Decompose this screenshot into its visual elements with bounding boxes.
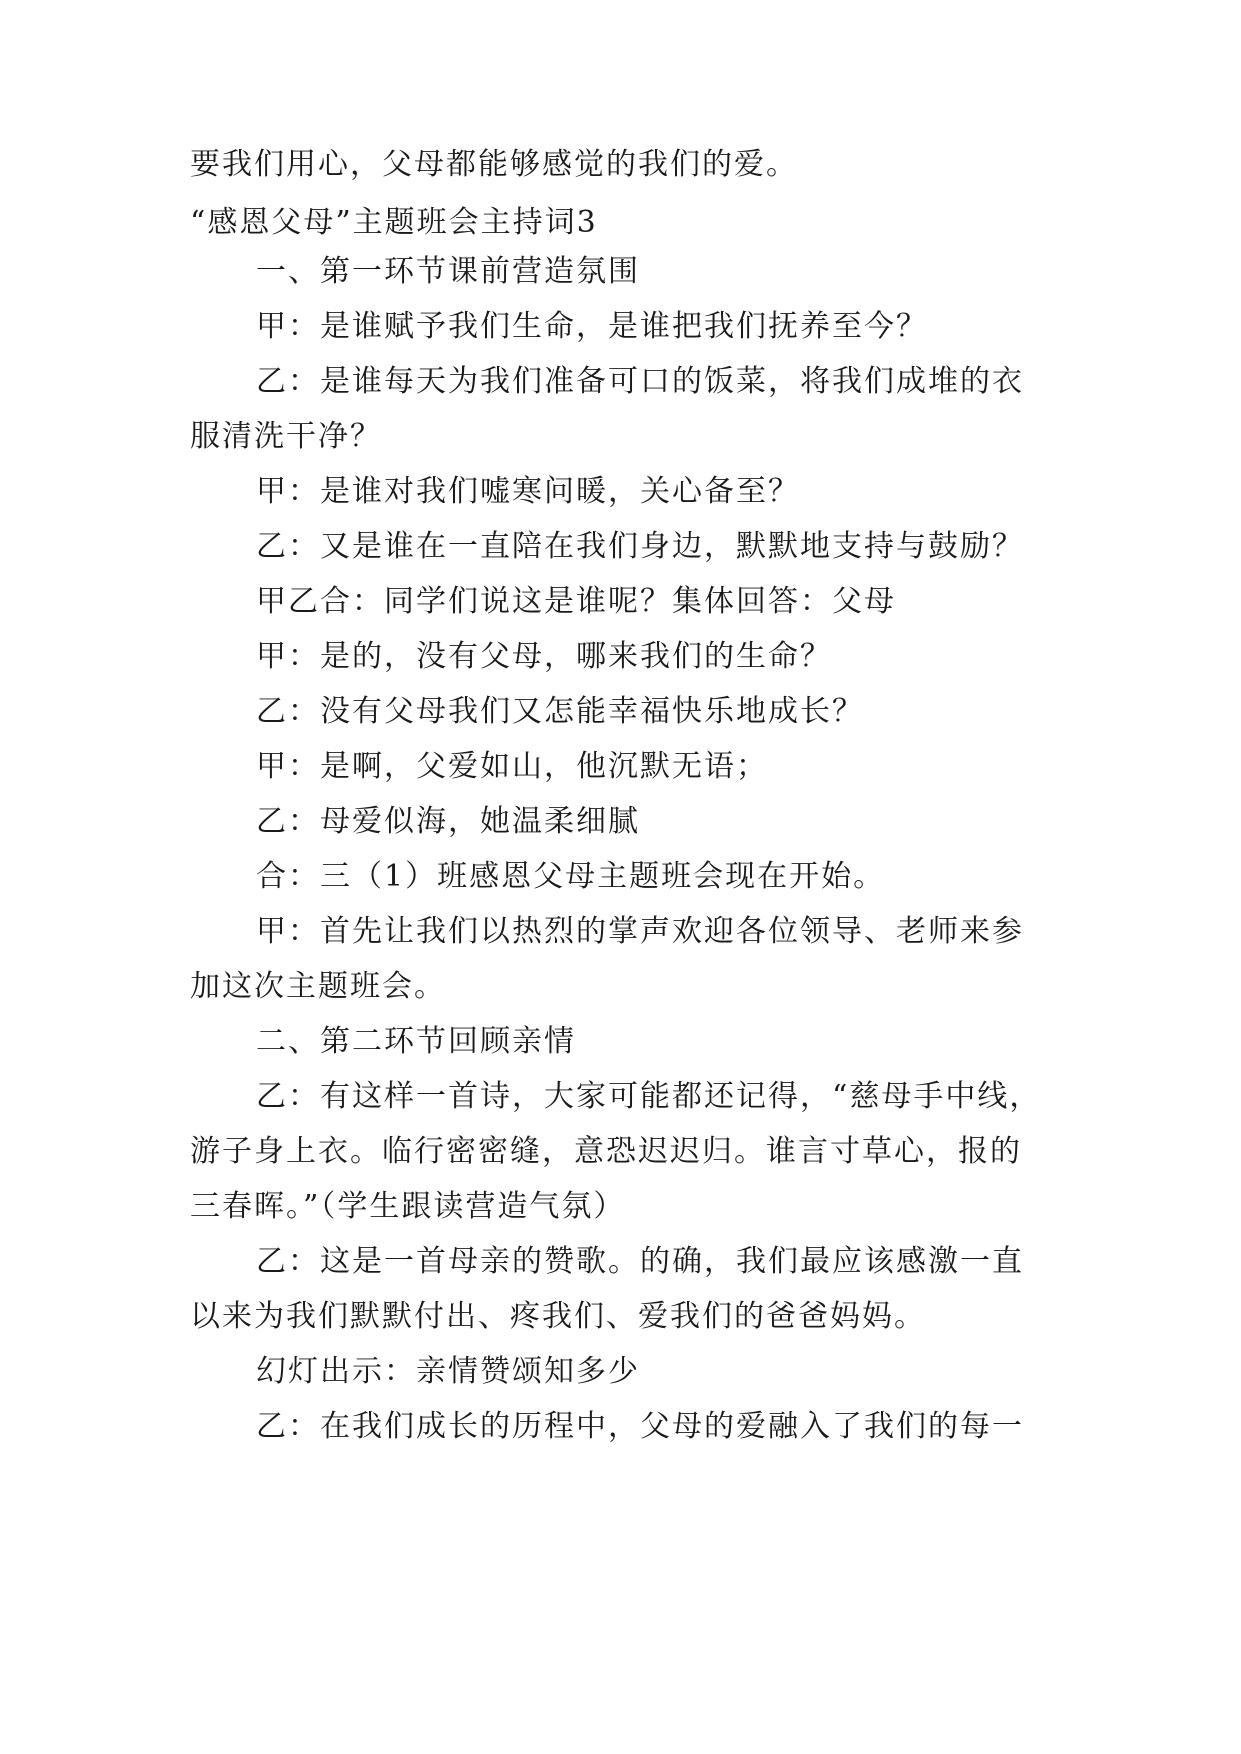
text-line: 乙：是谁每天为我们准备可口的饭菜，将我们成堆的衣 [256, 364, 1024, 399]
text-line: 甲乙合：同学们说这是谁呢？集体回答：父母 [256, 584, 896, 619]
text-line: 甲：是谁对我们嘘寒问暖，关心备至？ [256, 474, 800, 509]
text-line: 要我们用心，父母都能够感觉的我们的爱。 [190, 147, 798, 182]
text-line: 乙：又是谁在一直陪在我们身边，默默地支持与鼓励？ [256, 529, 1024, 564]
text-line: 服清洗干净？ [190, 419, 382, 454]
text-line: 乙：这是一首母亲的赞歌。的确，我们最应该感激一直 [256, 1244, 1024, 1279]
text-line: 以来为我们默默付出、疼我们、爱我们的爸爸妈妈。 [190, 1299, 926, 1334]
text-line: 乙：有这样一首诗，大家可能都还记得，“慈母手中线， [256, 1079, 1042, 1114]
text-line: 甲：是的，没有父母，哪来我们的生命？ [256, 639, 832, 674]
text-line: 乙：母爱似海，她温柔细腻 [256, 804, 640, 839]
text-line: 幻灯出示：亲情赞颂知多少 [256, 1354, 640, 1389]
text-line: 加这次主题班会。 [190, 969, 446, 1004]
text-line: 甲：首先让我们以热烈的掌声欢迎各位领导、老师来参 [256, 914, 1024, 949]
text-line: 乙：没有父母我们又怎能幸福快乐地成长？ [256, 694, 864, 729]
text-line: 游子身上衣。临行密密缝，意恐迟迟归。谁言寸草心，报的 [190, 1134, 1022, 1169]
text-line: 三春晖。”（学生跟读营造气氛） [190, 1189, 626, 1224]
text-line: 甲：是谁赋予我们生命，是谁把我们抚养至今？ [256, 309, 928, 344]
text-line: 乙：在我们成长的历程中，父母的爱融入了我们的每一 [256, 1409, 1024, 1444]
section-heading: 二、第二环节回顾亲情 [256, 1024, 576, 1059]
text-line: 甲：是啊，父爱如山，他沉默无语； [256, 749, 768, 784]
section-title: “感恩父母”主题班会主持词3 [190, 205, 598, 240]
text-line: 合：三（1）班感恩父母主题班会现在开始。 [256, 859, 886, 894]
section-heading: 一、第一环节课前营造氛围 [256, 254, 640, 289]
